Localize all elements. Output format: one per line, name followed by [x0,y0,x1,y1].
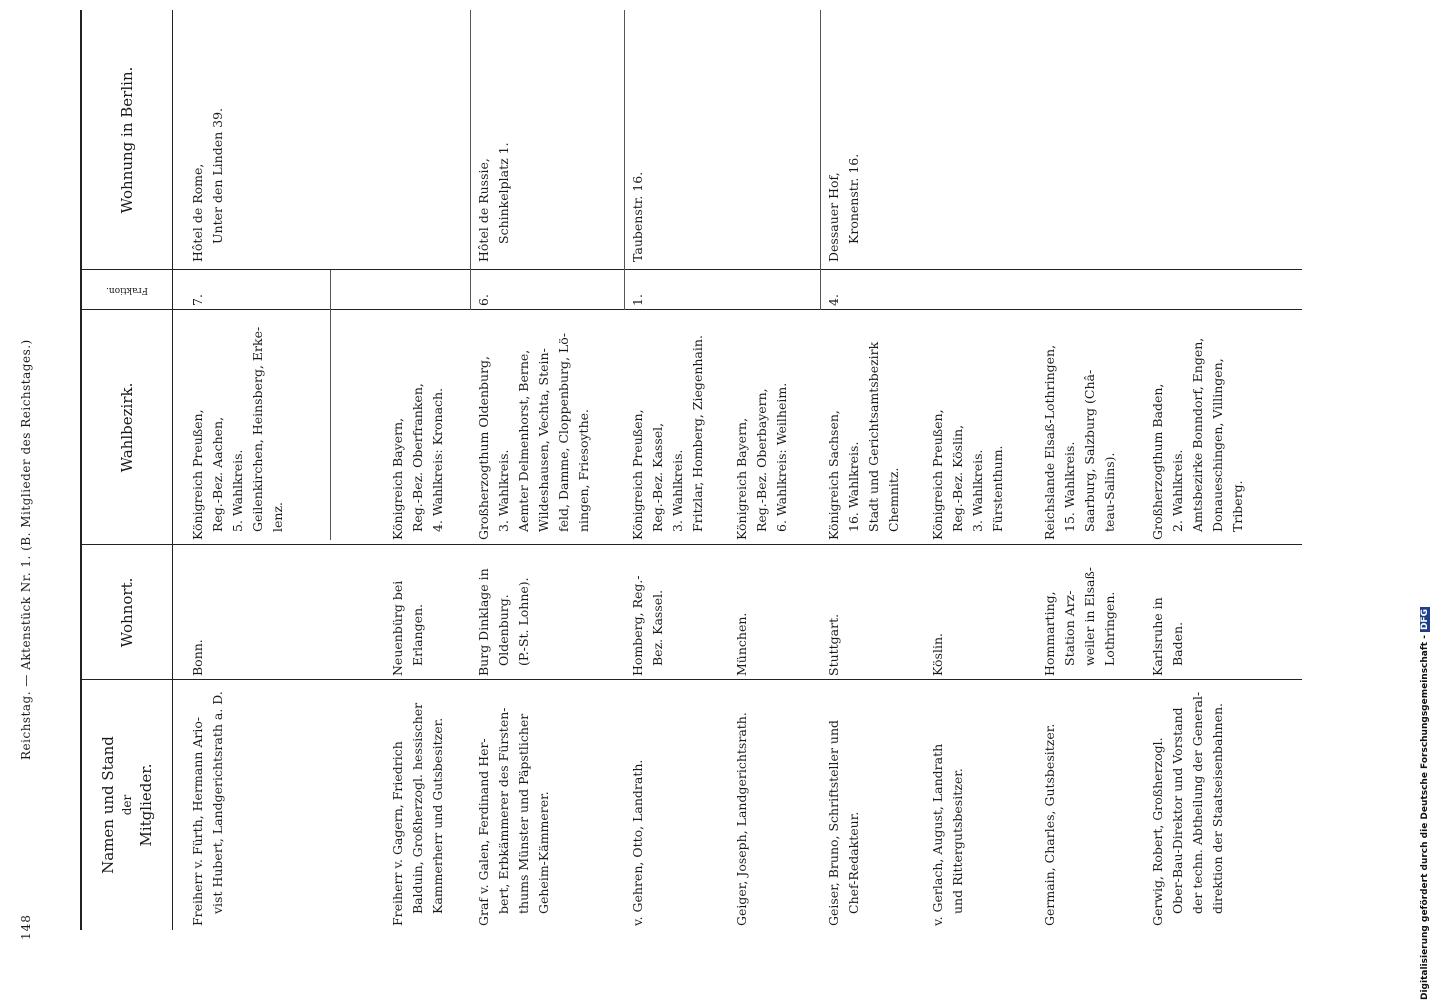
row-fraktion: 7. [190,294,205,306]
row-name: Freiherr v. Gagern, Friedrich Balduin, Großherzogl. hessischer Kammerherr und Gutsbesitzer. [390,702,445,926]
col-divider-1 [82,679,1302,680]
row-wohnort: Köslin. [930,633,945,676]
row-separator-rule [624,10,625,310]
col-divider-2 [82,544,1302,545]
header-bottom-rule [172,10,173,930]
header-name-line-3: Mitglieder. [137,763,155,847]
row-wahlbezirk: Königreich Bayern, Reg.-Bez. Oberfranken, 4. Wahlkreis: Kronach. [390,383,445,540]
credit-line [1420,607,1430,1000]
row-separator-rule [470,10,471,310]
row-name: v. Gerlach, August, Landrath und Rittergutsbesitzer. [930,743,965,926]
dfg-logo: DFG [1420,609,1430,631]
header-wohnort: Wohnort. [118,577,136,648]
header-name-line-1: Namen und Stand [99,736,117,874]
row-name: Gerwig, Robert, Großherzogl. Ober-Bau-Direktor und Vorstand der techn. Abtheilung der General- direktion der Staatseisenbahnen. [1150,691,1225,926]
row-fraktion: 1. [630,294,645,306]
row-wohnung: Hôtel de Rome, Unter den Linden 39. [190,107,225,262]
row-wahlbezirk: Königreich Preußen, Reg.-Bez. Köslin, 3. Wahlkreis. Fürstenthum. [930,409,1005,540]
row-wahlbezirk: Königreich Preußen, Reg.-Bez. Aachen, 5. Wahlkreis. Geilenkirchen, Heinsberg, Erke- lenz. [190,326,285,540]
header-name [84,680,170,930]
page-number: 148 [19,914,33,940]
row-wohnort: Bonn. [190,639,205,676]
row-separator-rule [330,270,331,540]
col-divider-3 [82,309,1302,310]
row-wahlbezirk: Großherzogthum Oldenburg, 3. Wahlkreis. Aemter Delmenhorst, Berne, Wildeshausen, Vechta, Stein- feld, Damme, Cloppenburg, Lö- ningen, Friesoythe. [476,332,591,540]
row-wahlbezirk: Großherzogthum Baden, 2. Wahlkreis. Amtsbezirke Bonndorf, Engen, Donaueschingen, Villingen, Triberg. [1150,337,1245,540]
row-wohnort: München. [734,612,749,676]
header-wahlbezirk: Wahlbezirk. [118,382,136,473]
table-top-rule [80,10,82,930]
row-wohnort: Neuenbürg bei Erlangen. [390,580,425,676]
running-title: Reichstag. — Aktenstück Nr. 1. (B. Mitglieder des Reichstages.) [19,339,33,760]
row-wohnort: Burg Dinklage in Oldenburg. (P.-St. Lohne). [476,568,531,676]
header-fraktion: Fraktion. [106,285,148,296]
row-wahlbezirk: Reichslande Elsaß-Lothringen, 15. Wahlkreis. Saarburg, Salzburg (Châ- teau-Salins). [1042,344,1117,540]
header-name-line-2: der [120,794,134,816]
row-wohnort: Karlsruhe in Baden. [1150,597,1185,676]
row-wahlbezirk: Königreich Bayern, Reg.-Bez. Oberbayern, 6. Wahlkreis: Weilheim. [734,382,789,540]
row-name: Germain, Charles, Gutsbesitzer. [1042,723,1057,926]
row-wohnung: Dessauer Hof, Kronenstr. 16. [826,153,861,262]
row-wohnort: Stuttgart. [826,613,841,676]
row-wohnung: Hôtel de Russie, Schinkelplatz 1. [476,142,511,262]
row-wahlbezirk: Königreich Preußen, Reg.-Bez. Kassel, 3. Wahlkreis. Fritzlar, Homberg, Ziegenhain. [630,335,705,540]
row-wahlbezirk: Königreich Sachsen, 16. Wahlkreis. Stadt und Gerichtsamtsbezirk Chemnitz. [826,341,901,540]
row-name: Graf v. Galen, Ferdinand Her- bert, Erbkämmerer des Fürsten- thums Münster und Päpstlicher Geheim-Kämmerer. [476,707,551,926]
row-wohnort: Homberg, Reg.- Bez. Kassel. [630,575,665,676]
row-wohnort: Hommarting, Station Arz- weiler in Elsaß- Lothringen. [1042,566,1117,676]
row-separator-rule [820,10,821,310]
row-name: Geiser, Bruno, Schriftsteller und Chef-Redakteur. [826,720,861,926]
col-divider-4 [82,269,1302,270]
row-fraktion: 6. [476,294,491,306]
row-name: v. Gehren, Otto, Landrath. [630,759,645,926]
row-name: Geiger, Joseph, Landgerichtsrath. [734,712,749,926]
row-name: Freiherr v. Fürth, Hermann Ario- vist Hubert, Landgerichtsrath a. D. [190,691,225,926]
row-wohnung: Taubenstr. 16. [630,171,645,262]
row-fraktion: 4. [826,294,841,306]
credit-text: Digitalisierung gefördert durch die Deutsche Forschungsgemeinschaft - [1420,635,1430,1000]
header-wohnung: Wohnung in Berlin. [118,66,136,214]
